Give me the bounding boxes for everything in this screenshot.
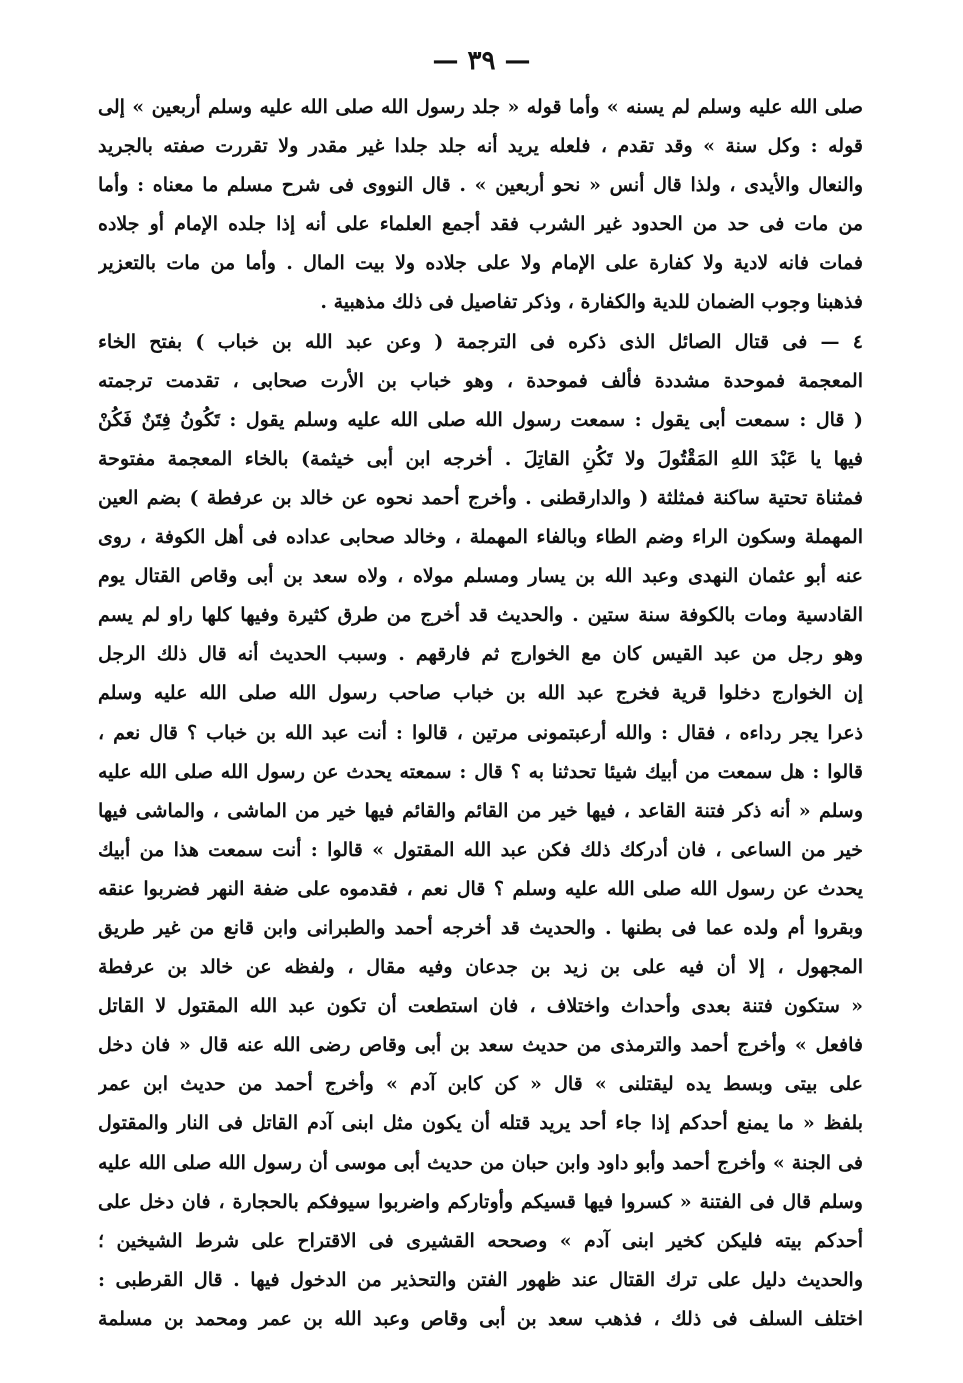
text-line-12: المهملة وسكون الراء وضم الطاء وبالفاء المهملة ، وخالد صحابى عداده فى أهل الكوفة ، روى <box>98 526 863 549</box>
text-line-5: فمات فانه لادية ولا كفارة على الإمام ولا على جلاده ولا بيت المال . وأما من مات بالتعزير <box>98 252 863 275</box>
text-line-24: « ستكون فتنة بعدى وأحداث واختلاف ، فان استطعت أن تكون عبد الله المقتول لا القاتل <box>98 995 863 1018</box>
text-line-30: أحدكم بيته فليكن كخير ابنى آدم » وصححه القشيرى فى الاقتراح على شرط الشيخين ؛ <box>98 1229 863 1252</box>
text-line-14: القادسية ومات بالكوفة سنة ستين . والحديث قد أخرج من طرق كثيرة وفيها كلها راو لم يسم <box>98 604 863 627</box>
text-line-10: فيها يا عَبْدَ اللهِ المَقْتُولَ ولا تَكُنِ القاتِلَ . أخرجه ابن أبى خيثمة) بالخاء المعجمة مفتوحة <box>98 447 863 470</box>
text-line-29: وسلم قال فى الفتنة « كسروا فيها قسيكم وأوتاركم واضربوا سيوفكم بالحجارة ، فان دخل على <box>98 1190 863 1213</box>
page-number: — ٣٩ — <box>432 46 531 76</box>
text-line-17: ذعرا يجر رداءه ، فقال : والله أرعبتمونى مرتين ، قالوا : أنت عبد الله بن خباب ؟ قال نعم ، <box>98 721 863 744</box>
text-line-15: وهو رجل من عبد القيس كان مع الخوارج ثم فارقهم . وسبب الحديث أنه قال ذلك الرجل <box>98 643 863 666</box>
text-line-9: ( قال : سمعت أبى يقول : سمعت رسول الله صلى الله عليه وسلم يقول : تَكُونُ فِتَنٌ فَكُنْ <box>98 408 863 431</box>
text-line-23: المجهول ، إلا أن فيه على بن زيد بن جدعان وفيه مقال ، ولفظه عن خالد بن عرفطة <box>98 956 863 979</box>
text-line-28: فى الجنة » وأخرج أحمد وأبو داود وابن حبان من حديث أبى موسى أن رسول الله صلى الله عليه <box>98 1151 863 1174</box>
text-line-11: فمثناة تحتية ساكنة فمثلثة ( والدارقطنى . وأخرج أحمد نحوه عن خالد بن عرفطة ) بضم العين <box>98 486 863 509</box>
text-line-6: فذهبنا وجوب الضمان للدية والكفارة ، وذكر تفاصيل فى ذلك مذهبية . <box>320 291 863 314</box>
text-line-21: يحدث عن رسول الله صلى الله عليه وسلم ؟ قال نعم ، فقدموه على ضفة النهر فضربوا عنقه <box>98 877 863 900</box>
text-line-4: من مات فى حد من الحدود غير الشرب فقد أجمع العلماء على أنه إذا جلده الإمام أو جلاده <box>98 213 863 236</box>
text-line-3: والنعال والأيدى ، ولذا قال أنس « نحو أربعين » . قال النووى فى شرح مسلم ما معناه : وأما <box>98 174 863 197</box>
text-line-18: قالوا : هل سمعت من أبيك شيئا تحدثنا به ؟ قال : سمعته يحدث عن رسول الله صلى الله عليه <box>98 760 863 783</box>
text-line-1: صلى الله عليه وسلم لم يسنه » وأما قوله « جلد رسول الله صلى الله عليه وسلم أربعين » إلى <box>98 96 863 118</box>
text-line-2: قوله : وكل سنة » وقد تقدم ، فلعله يريد أنه جلد جلدا غير مقدر ولا تقررت صفته بالجريد <box>98 135 863 158</box>
text-line-20: خير من الساعى ، فان أدركك ذلك فكن عبد الله المقتول » قالوا : أنت سمعت هذا من أبيك <box>98 838 863 861</box>
text-line-8: المعجمة فموحدة مشددة فألف فموحدة ، وهو خباب بن الأرت صحابى ، تقدمت ترجمته <box>98 369 863 392</box>
text-line-16: إن الخوارج دخلوا قرية فخرج عبد الله بن خباب صاحب رسول الله صلى الله عليه وسلم <box>98 682 863 705</box>
text-line-27: بلفظ « ما يمنع أحدكم إذا جاء أحد يريد قتله أن يكون مثل ابنى آدم القاتل فى النار والمقتول <box>98 1112 863 1135</box>
text-line-22: وبقروا أم ولده عما فى بطنها . والحديث قد أخرجه أحمد والطبرانى وابن قانع من غير طريق <box>98 916 863 939</box>
text-line-7: ٤ — فى قتال الصائل الذى ذكره فى الترجمة ( وعن عبد الله بن خباب ) بفتح الخاء <box>98 330 863 353</box>
text-line-26: على بيتى وبسط يده ليقتلنى » قال « كن كابن آدم » وأخرج أحمد من حديث ابن عمر <box>98 1073 863 1096</box>
text-line-13: عنه أبو عثمان النهدى وعبد الله بن يسار ومسلم مولاه ، ولاه سعد بن أبى وقاص القتال يوم <box>98 565 863 588</box>
text-line-19: وسلم « أنه ذكر فتنة القاعد ، فيها خير من القائم والقائم فيها خير من الماشى ، والماشى فيها <box>98 799 863 822</box>
text-line-25: فافعل » وأخرج أحمد والترمذى من حديث سعد بن أبى وقاص رضى الله عنه قال « فان دخل <box>98 1034 863 1057</box>
text-line-31: والحديث دليل على ترك القتال عند ظهور الفتن والتحذير من الدخول فيها . قال القرطبى : <box>98 1268 863 1291</box>
body-text <box>98 88 863 1339</box>
text-line-32: اختلف السلف فى ذلك ، فذهب سعد بن أبى وقاص وعبد الله بن عمر ومحمد بن مسلمة <box>98 1307 863 1330</box>
